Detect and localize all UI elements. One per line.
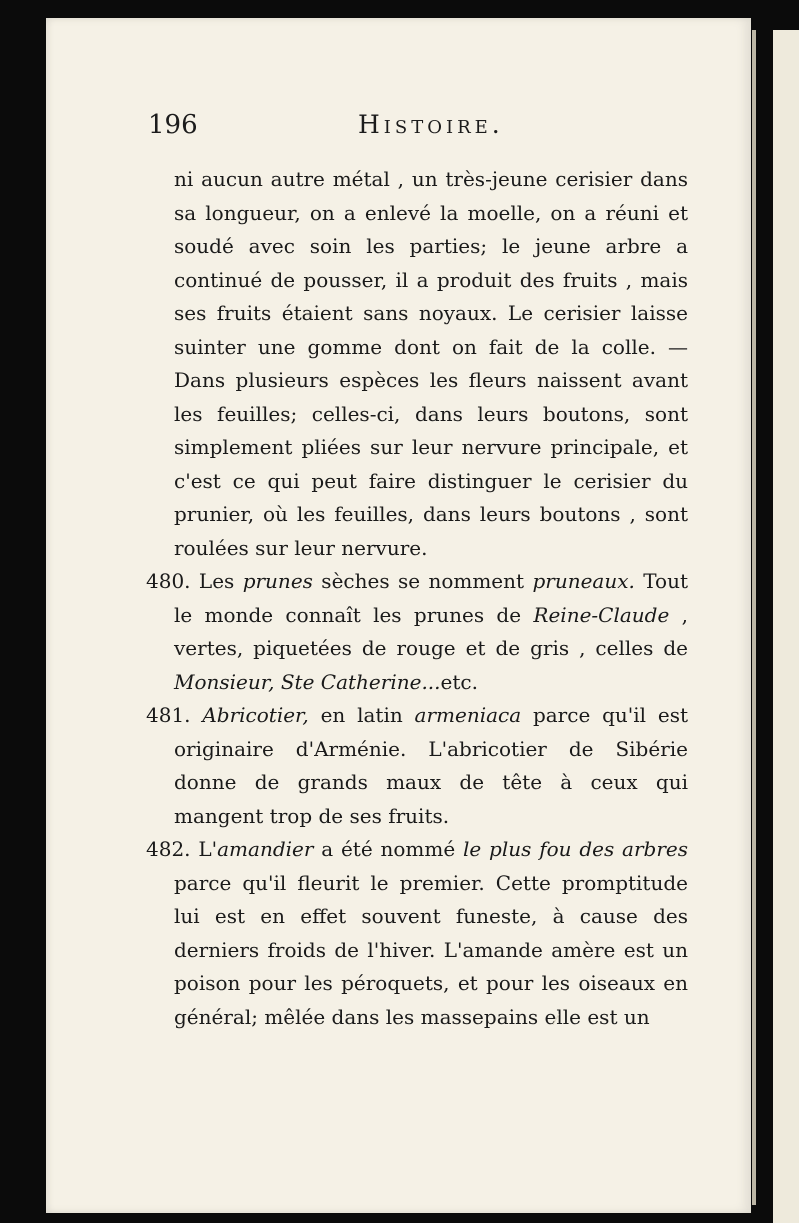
- text-run: Les: [198, 569, 243, 593]
- text-run: en latin: [308, 703, 415, 727]
- text-run: sèches se nomment: [312, 569, 533, 593]
- text-run: etc.: [440, 669, 478, 694]
- text-run: , vertes, piquetées de rouge et de gris , celles de: [174, 602, 689, 660]
- paragraph-number: 480.: [146, 569, 191, 593]
- italic-term: pruneaux.: [532, 569, 635, 593]
- paragraph-number: 481.: [146, 703, 191, 727]
- page-header: [148, 110, 708, 150]
- adjacent-page-edge: [773, 30, 799, 1223]
- page-edge: [752, 30, 756, 1205]
- paragraph-number: 482.: [146, 837, 191, 861]
- italic-term: Reine-Claude: [533, 602, 670, 627]
- paragraph-continuation: [174, 163, 688, 565]
- text-run: parce qu'il fleurit le premier. Cette promptitude lui est en effet souvent funeste, à cause des derniers froids de l'hiver. L'amande amère est un poison pour les péroquets, et pour les oiseaux en général; mêlée dans les massepains elle est un: [174, 870, 688, 1029]
- italic-term: armeniaca: [414, 703, 522, 727]
- page-number: 196: [148, 110, 198, 140]
- text-run: a été nommé: [313, 837, 463, 861]
- paragraph-text: ni aucun autre métal , un très-jeune cerisier dans sa longueur, on a enlevé la moelle, on a réuni et soudé avec soin les parties; le jeune arbre a continué de pousser, il a produit des fruits , mais ses fruits étaient sans noyaux. Le cerisier laisse suinter une gomme dont on fait de la colle. — Dans plusieurs espèces les fleurs naissent avant les feuilles; celles-ci, dans leurs boutons, sont simplement pliées sur leur nervure principale, et c'est ce qui peut faire distinguer le cerisier du prunier, où les feuilles, dans leurs boutons , sont roulées sur leur nervure.: [174, 167, 688, 560]
- italic-term: le plus fou des arbres: [463, 837, 688, 861]
- paragraph-482: [146, 833, 688, 1034]
- italic-term: amandier: [217, 837, 314, 861]
- text-run: parce qu'il est originaire d'Arménie. L'abricotier de Sibérie donne de grands maux de tête à ceux qui mangent trop de ses fruits.: [174, 703, 688, 828]
- paragraph-480: [146, 565, 689, 699]
- paragraph-481: [146, 699, 688, 833]
- running-title: Histoire.: [358, 110, 504, 139]
- italic-term: Abricotier,: [202, 703, 309, 727]
- italic-term: prunes: [242, 569, 313, 593]
- text-run: L': [198, 837, 218, 861]
- italic-term: Monsieur, Ste Catherine...: [174, 669, 441, 694]
- text-run: Tout le monde connaît les prunes de: [174, 569, 688, 627]
- body-text: [146, 163, 689, 1034]
